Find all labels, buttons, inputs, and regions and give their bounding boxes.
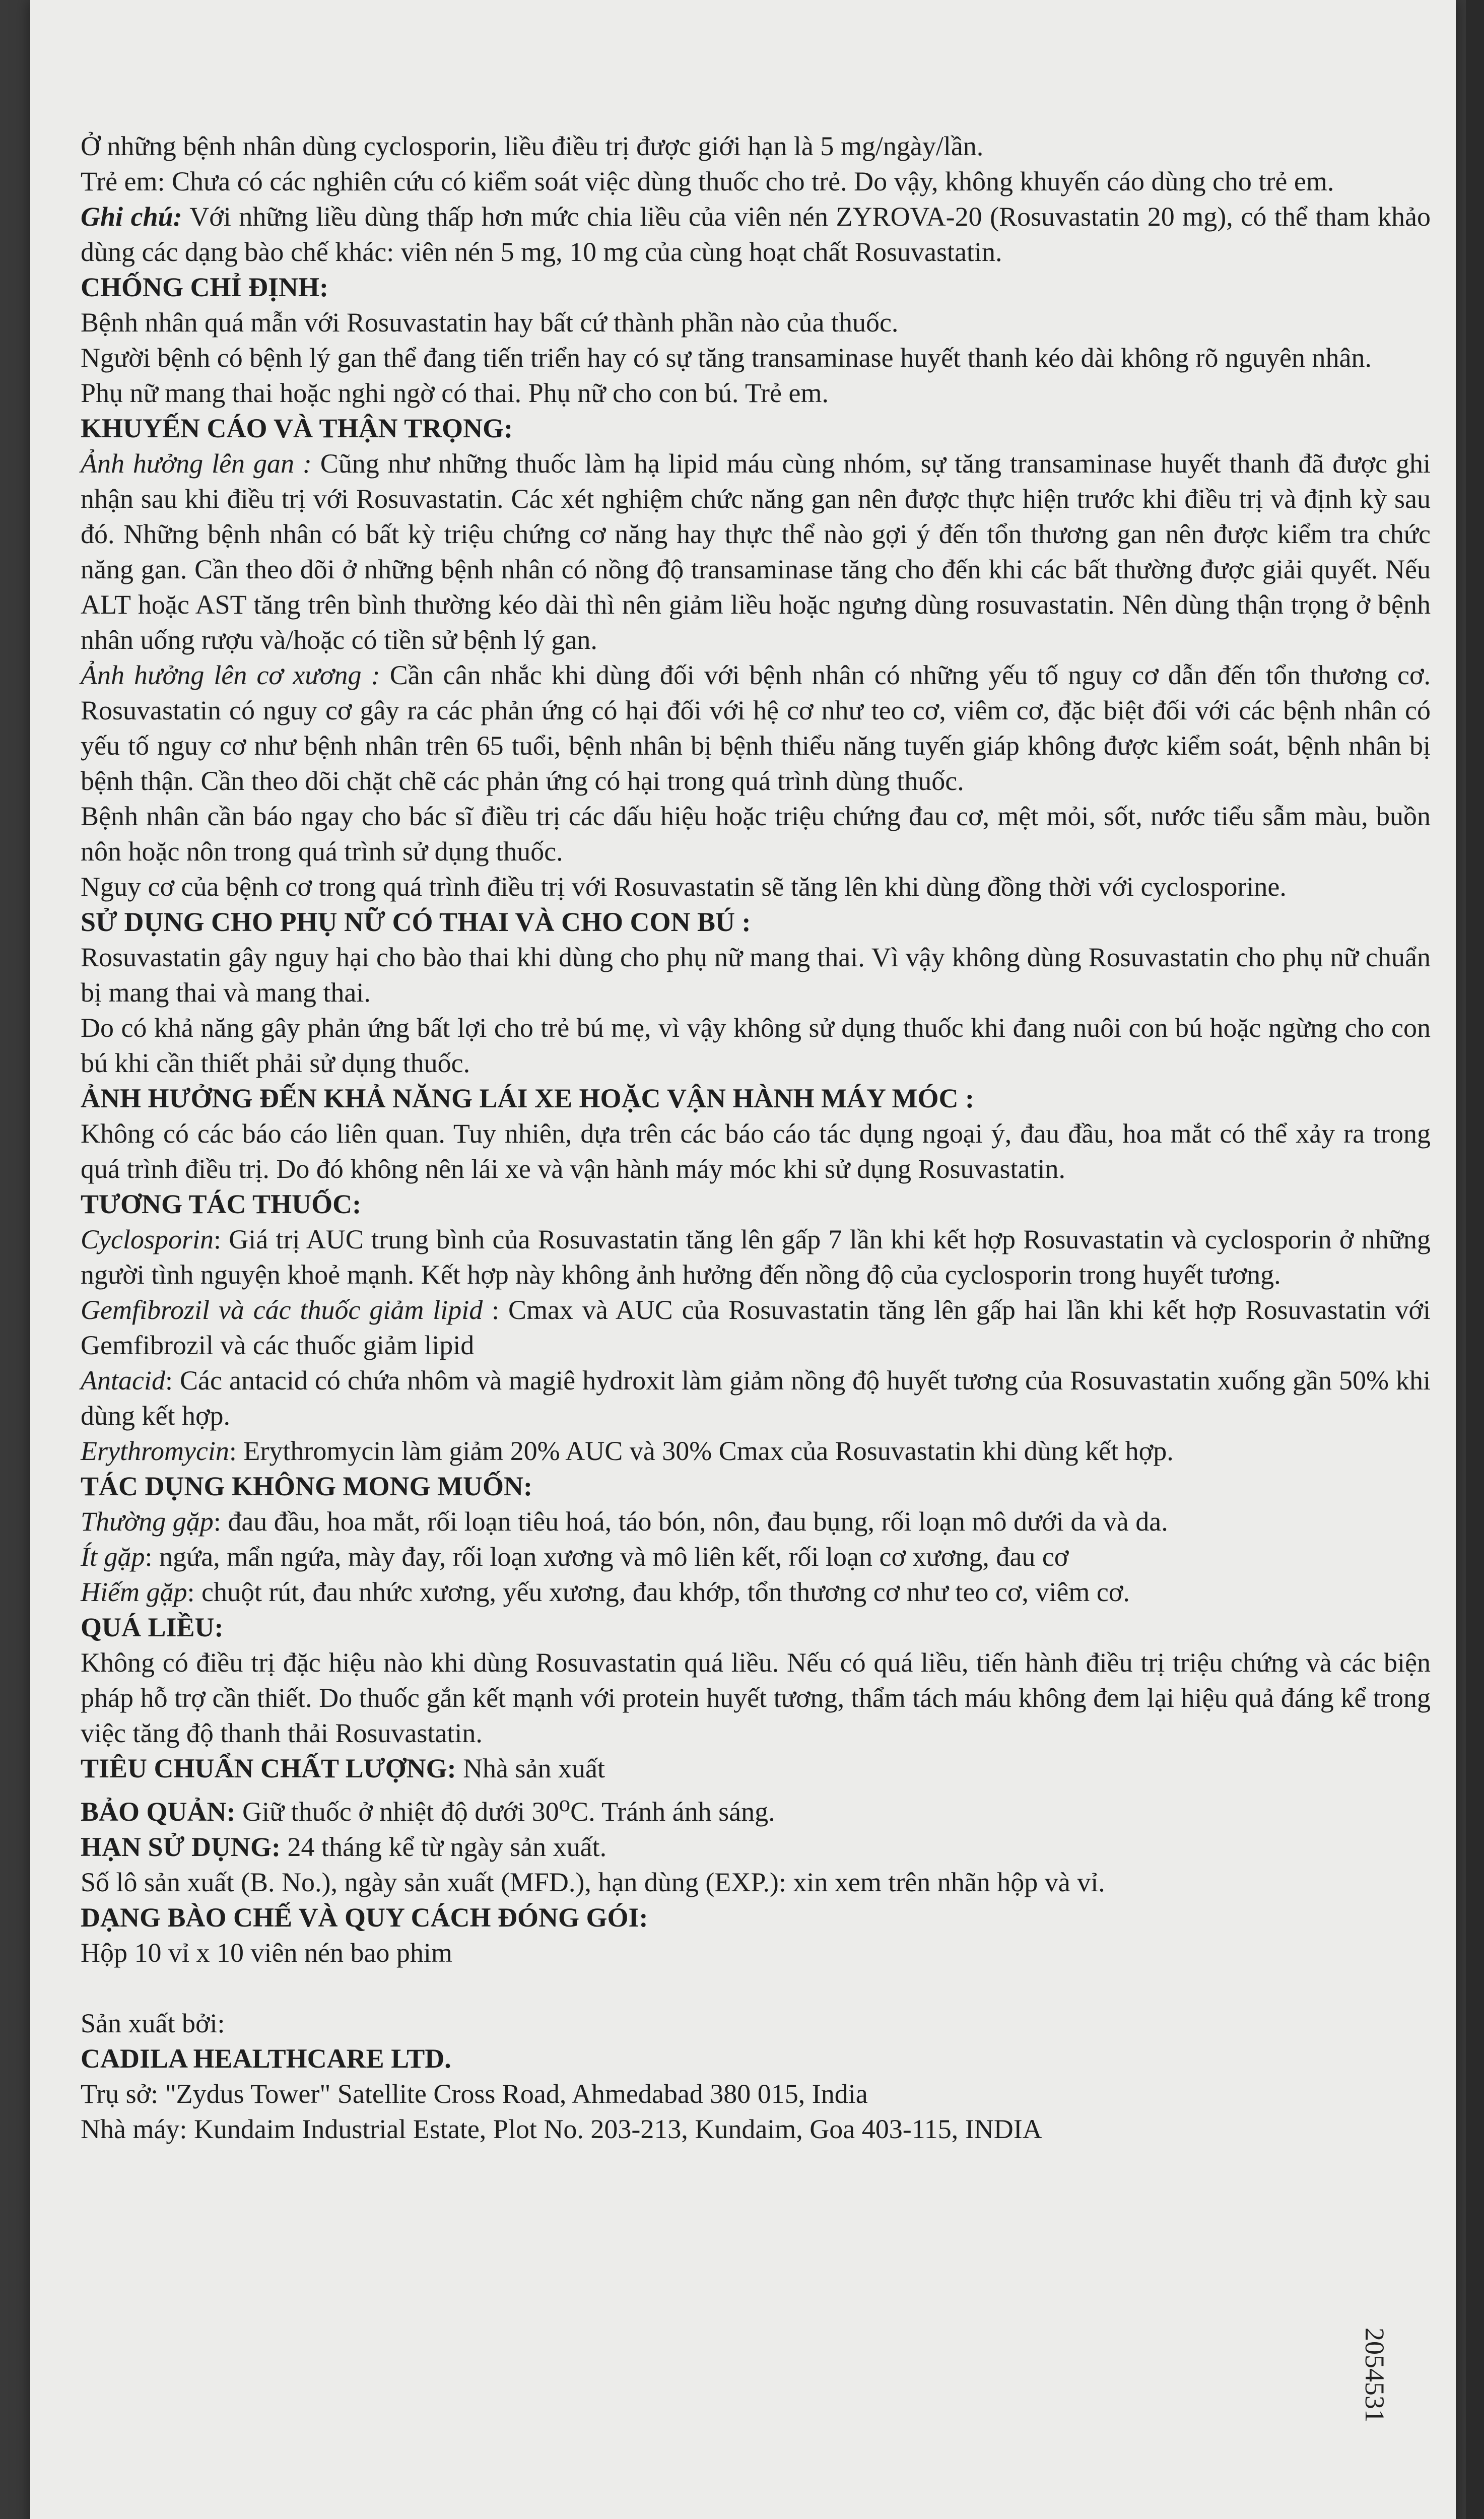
interaction-erythromycin <box>81 1433 1431 1469</box>
interactions-heading: TƯƠNG TÁC THUỐC: <box>81 1189 362 1219</box>
contra-p1: Bệnh nhân quá mẫn với Rosuvastatin hay bất cứ thành phần nào của thuốc. <box>81 307 899 338</box>
manufacturer-hq: Trụ sở: "Zydus Tower" Satellite Cross Road, Ahmedabad 380 015, India <box>81 2079 868 2109</box>
overdose-p1: Không có điều trị đặc hiệu nào khi dùng Rosuvastatin quá liều. Nếu có quá liều, tiến hành điều trị triệu chứng và các biện pháp hỗ trợ cần thiết. Do thuốc gắn kết mạnh với protein huyết tương, thẩm tách máu không đem lại hiệu quả đáng kể trong việc tăng độ thanh thải Rosuvastatin. <box>81 1647 1431 1748</box>
manufacturer-factory: Nhà máy: Kundaim Industrial Estate, Plot No. 203-213, Kundaim, Goa 403-115, INDIA <box>81 2114 1042 2144</box>
shelf-label: HẠN SỬ DỤNG: <box>81 1832 281 1862</box>
adverse-rare <box>81 1539 1431 1574</box>
scan-edge <box>1466 0 1484 2519</box>
cyclo-label: Cyclosporin <box>81 1224 214 1254</box>
packaging-heading: DẠNG BÀO CHẾ VÀ QUY CÁCH ĐÓNG GÓI: <box>81 1902 648 1933</box>
note-text: Với những liều dùng thấp hơn mức chia liều của viên nén ZYROVA-20 (Rosuvastatin 20 mg), có thể tham khảo dùng các dạng bào chế khác: viên nén 5 mg, 10 mg của cùng hoạt chất Rosuvastatin. <box>81 202 1431 267</box>
contraindications-heading: CHỐNG CHỈ ĐỊNH: <box>81 272 329 302</box>
packaging-text: Hộp 10 vỉ x 10 viên nén bao phim <box>81 1938 452 1968</box>
manufacturer-label: Sản xuất bởi: <box>81 2008 225 2038</box>
gem-label: Gemfibrozil và các thuốc giảm lipid <box>81 1295 483 1325</box>
liver-text: Cũng như những thuốc làm hạ lipid máu cùng nhóm, sự tăng transaminase huyết thanh đã được ghi nhận sau khi điều trị với Rosuvastatin. Các xét nghiệm chức năng gan nên được thực hiện trước khi điều trị và định kỳ sau đó. Những bệnh nhân có bất kỳ triệu chứng cơ năng hay thực thể nào gợi ý đến tổn thương gan nên được kiểm tra chức năng gan. Cần theo dõi ở những bệnh nhân có nồng độ transaminase tăng cho đến khi các bất thường được giải quyết. Nếu ALT hoặc AST tăng trên bình thường kéo dài thì nên giảm liều hoặc ngưng dùng rosuvastatin. Nên dùng thận trọng ở bệnh nhân uống rượu và/hoặc có tiền sử bệnh lý gan. <box>81 448 1431 655</box>
overdose-heading: QUÁ LIỀU: <box>81 1612 224 1642</box>
batch-info: Số lô sản xuất (B. No.), ngày sản xuất (MFD.), hạn dùng (EXP.): xin xem trên nhãn hộp và vỉ. <box>81 1867 1105 1897</box>
intro-cyclosporin: Ở những bệnh nhân dùng cyclosporin, liều điều trị được giới hạn là 5 mg/ngày/lần. <box>81 131 984 161</box>
adverse-common <box>81 1504 1431 1539</box>
quality-text: Nhà sản xuất <box>456 1753 605 1783</box>
note-label: Ghi chú: <box>81 202 182 232</box>
rare-text: : ngứa, mẩn ngứa, mày đay, rối loạn xương và mô liên kết, rối loạn cơ xương, đau cơ <box>145 1542 1069 1572</box>
interaction-gemfibrozil <box>81 1292 1431 1363</box>
warnings-heading: KHUYẾN CÁO VÀ THẬN TRỌNG: <box>81 413 513 443</box>
pregnancy-p2: Do có khả năng gây phản ứng bất lợi cho trẻ bú mẹ, vì vậy không sử dụng thuốc khi đang nuôi con bú hoặc ngừng cho con bú khi cần thiết phải sử dụng thuốc. <box>81 1013 1431 1078</box>
spacer <box>81 1970 1431 2006</box>
ery-text: : Erythromycin làm giảm 20% AUC và 30% Cmax của Rosuvastatin khi dùng kết hợp. <box>229 1436 1174 1466</box>
degree-sup: o <box>559 1791 571 1816</box>
intro-note <box>81 199 1431 270</box>
adverse-veryrare <box>81 1574 1431 1610</box>
pregnancy-p1: Rosuvastatin gây nguy hại cho bào thai khi dùng cho phụ nữ mang thai. Vì vậy không dùng Rosuvastatin cho phụ nữ chuẩn bị mang thai và mang thai. <box>81 942 1431 1008</box>
driving-heading: ẢNH HƯỞNG ĐẾN KHẢ NĂNG LÁI XE HOẶC VẬN HÀNH MÁY MÓC : <box>81 1083 974 1113</box>
contra-p3: Phụ nữ mang thai hoặc nghi ngờ có thai. Phụ nữ cho con bú. Trẻ em. <box>81 378 829 408</box>
storage-label: BẢO QUẢN: <box>81 1797 236 1827</box>
driving-p1: Không có các báo cáo liên quan. Tuy nhiên, dựa trên các báo cáo tác dụng ngoại ý, đau đầu, hoa mắt có thể xảy ra trong quá trình điều trị. Do đó không nên lái xe và vận hành máy móc khi sử dụng Rosuvastatin. <box>81 1118 1431 1184</box>
storage-text-after: C. Tránh ánh sáng. <box>570 1797 775 1827</box>
antacid-text: : Các antacid có chứa nhôm và magiê hydroxit làm giảm nồng độ huyết tương của Rosuvastatin xuống gần 50% khi dùng kết hợp. <box>81 1365 1431 1431</box>
warnings-muscle <box>81 657 1431 799</box>
ery-label: Erythromycin <box>81 1436 229 1466</box>
common-text: : đau đầu, hoa mắt, rối loạn tiêu hoá, táo bón, nôn, đau bụng, rối loạn mô dưới da và da. <box>213 1506 1168 1537</box>
contra-p2: Người bệnh có bệnh lý gan thể đang tiến triển hay có sự tăng transaminase huyết thanh kéo dài không rõ nguyên nhân. <box>81 343 1372 373</box>
manufacturer-name: CADILA HEALTHCARE LTD. <box>81 2043 451 2074</box>
veryrare-text: : chuột rút, đau nhức xương, yếu xương, đau khớp, tổn thương cơ như teo cơ, viêm cơ. <box>187 1577 1130 1607</box>
storage-text: Giữ thuốc ở nhiệt độ dưới 30 <box>235 1797 559 1827</box>
antacid-label: Antacid <box>81 1365 165 1396</box>
pregnancy-heading: SỬ DỤNG CHO PHỤ NỮ CÓ THAI VÀ CHO CON BÚ : <box>81 907 751 937</box>
storage <box>81 1786 1431 1829</box>
common-label: Thường gặp <box>81 1506 214 1537</box>
quality-label: TIÊU CHUẨN CHẤT LƯỢNG: <box>81 1753 456 1783</box>
liver-label: Ảnh hưởng lên gan : <box>81 448 312 479</box>
interaction-antacid <box>81 1363 1431 1433</box>
warnings-p4: Nguy cơ của bệnh cơ trong quá trình điều trị với Rosuvastatin sẽ tăng lên khi dùng đồng thời với cyclosporine. <box>81 872 1287 902</box>
veryrare-label: Hiếm gặp <box>81 1577 187 1607</box>
shelf-life <box>81 1829 1431 1865</box>
side-code: 2054531 <box>1360 2328 1390 2423</box>
warnings-p3: Bệnh nhân cần báo ngay cho bác sĩ điều trị các dấu hiệu hoặc triệu chứng đau cơ, mệt mỏi, sốt, nước tiểu sẫm màu, buồn nôn hoặc nôn trong quá trình sử dụng thuốc. <box>81 801 1431 867</box>
cyclo-text: : Giá trị AUC trung bình của Rosuvastatin tăng lên gấp 7 lần khi kết hợp Rosuvastatin và cyclosporin ở những người tình nguyện khoẻ mạnh. Kết hợp này không ảnh hưởng đến nồng độ của cyclosporin trong huyết tương. <box>81 1224 1431 1290</box>
muscle-text: Cần cân nhắc khi dùng đối với bệnh nhân có những yếu tố nguy cơ dẫn đến tổn thương cơ. Rosuvastatin có nguy cơ gây ra các phản ứng có hại đối với hệ cơ như teo cơ, viêm cơ, đặc biệt đối với các bệnh nhân có yếu tố nguy cơ như bệnh nhân trên 65 tuổi, bệnh nhân bị bệnh thiểu năng tuyến giáp không được kiểm soát, bệnh nhân bị bệnh thận. Cần theo dõi chặt chẽ các phản ứng có hại trong quá trình dùng thuốc. <box>81 660 1431 796</box>
leaflet-sheet <box>30 0 1456 2519</box>
quality-standard <box>81 1751 1431 1786</box>
gem-text: : Cmax và AUC của Rosuvastatin tăng lên gấp hai lần khi kết hợp Rosuvastatin với Gemfibrozil và các thuốc giảm lipid <box>81 1295 1431 1360</box>
adverse-heading: TÁC DỤNG KHÔNG MONG MUỐN: <box>81 1471 532 1501</box>
interaction-cyclosporin <box>81 1222 1431 1292</box>
intro-children: Trẻ em: Chưa có các nghiên cứu có kiểm soát việc dùng thuốc cho trẻ. Do vậy, không khuyến cáo dùng cho trẻ em. <box>81 166 1334 196</box>
shelf-text: 24 tháng kể từ ngày sản xuất. <box>280 1832 607 1862</box>
muscle-label: Ảnh hưởng lên cơ xương : <box>81 660 380 690</box>
leaflet-content <box>81 128 1431 2147</box>
rare-label: Ít gặp <box>81 1542 145 1572</box>
warnings-liver <box>81 446 1431 657</box>
